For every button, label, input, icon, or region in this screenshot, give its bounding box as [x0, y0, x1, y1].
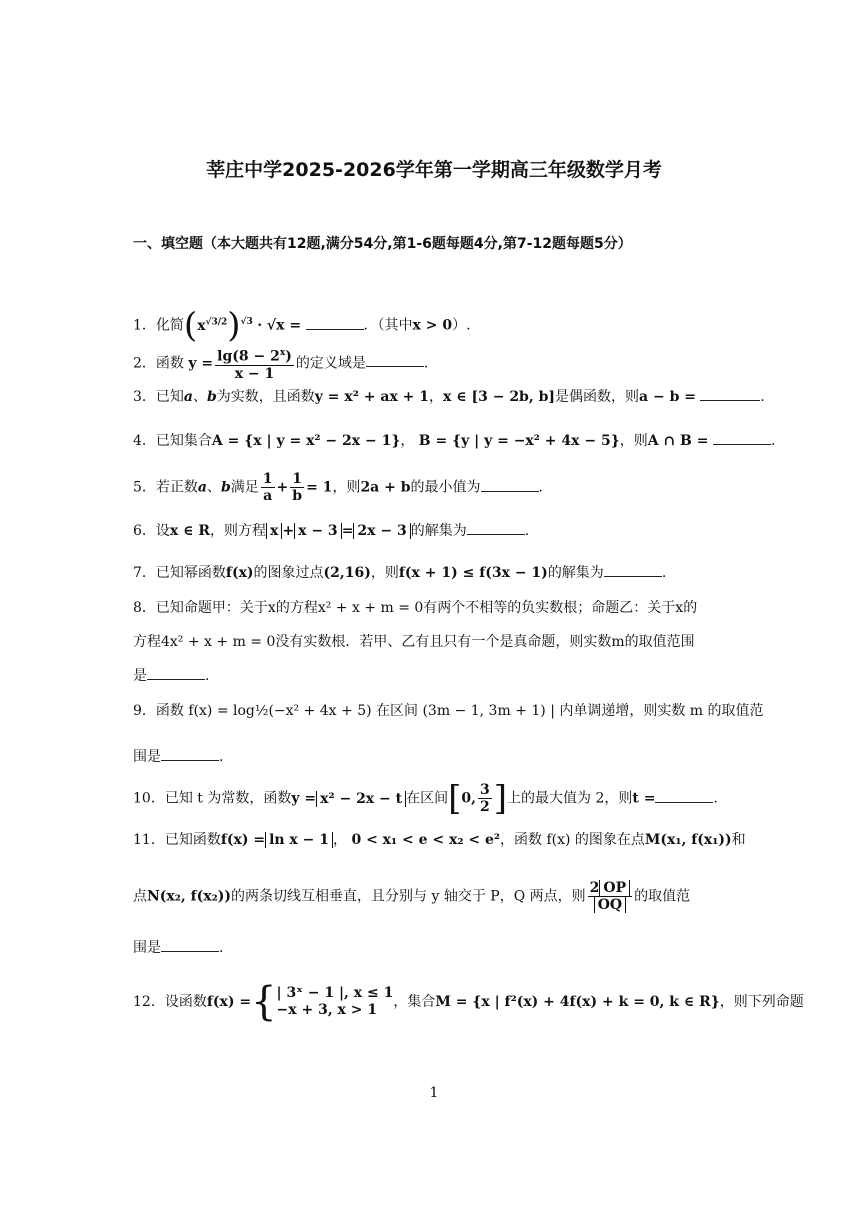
question-11-line3: 围是 . — [133, 937, 223, 958]
question-11-line2: 点N(x₂, f(x₂))的两条切线互相垂直，且分别与 y 轴交于 P，Q 两点，则 $\frac{2 OP}{OQ}$ 的取值范 — [133, 880, 691, 913]
question-8-line2: 方程4x² + x + m = 0没有实数根．若甲、乙有且只有一个是真命题，则实数m的取值范围 — [133, 634, 695, 650]
question-3: 3．已知a、b为实数，且函数y = x² + ax + 1，x ∈ [3 − 2b, b]是偶函数，则a − b = . — [133, 386, 765, 407]
question-8-line3: 是 . — [133, 665, 209, 686]
question-6: 6．设x ∈ R，则方程 x + x − 3 = 2x − 3 的解集为 . — [133, 520, 529, 541]
question-12: 12．设函数f(x) ={ | 3ˣ − 1 |, x ≤ 1 −x + 3, x > 1 ，集合M = {x | f²(x) + 4f(x) + k = 0, k ∈ R}，则下列命题 — [133, 979, 804, 1025]
answer-blank[interactable] — [161, 746, 219, 761]
question-11: 11．已知函数f(x) = ln x − 1 ， 0 < x₁ < e < x₂ < e²，函数 f(x) 的图象在点M(x₁, f(x₁))和 — [133, 832, 746, 848]
page-number: 1 — [429, 1085, 439, 1101]
answer-blank[interactable] — [604, 562, 662, 577]
answer-blank[interactable] — [306, 315, 364, 330]
answer-blank[interactable] — [467, 520, 525, 535]
answer-blank[interactable] — [700, 386, 760, 401]
question-8: 8．已知命题甲：关于x的方程x² + x + m = 0有两个不相等的负实数根；命题乙：关于x的 — [133, 600, 698, 616]
answer-blank[interactable] — [161, 937, 219, 952]
question-2: 2．函数 y = $\frac{\lg(8 - 2^x)}{x - 1}$ 的定义域是 . — [133, 345, 428, 382]
question-9: 9．函数 f(x) = log½(−x² + 4x + 5) 在区间 (3m − 1, 3m + 1) | 内单调递增，则实数 m 的取值范 — [133, 703, 764, 719]
answer-blank[interactable] — [481, 477, 539, 492]
question-9-line2: 围是 . — [133, 746, 223, 767]
question-10: 10．已知 t 为常数，函数y = x² − 2x − t 在区间[0, $\frac{3}{2}$ ]上的最大值为 2，则t = . — [133, 778, 718, 819]
answer-blank[interactable] — [366, 352, 424, 367]
question-4: 4．已知集合A = {x | y = x² − 2x − 1}， B = {y | y = −x² + 4x − 5}，则A ∩ B = . — [133, 430, 775, 451]
answer-blank[interactable] — [713, 430, 771, 445]
question-5: 5．若正数a、b满足 $\frac{1}{a}$ + $\frac{1}{b}$ = 1，则2a + b的最小值为 . — [133, 471, 543, 504]
exam-title: 莘庄中学2025-2026学年第一学期高三年级数学月考 — [206, 159, 662, 181]
question-7: 7．已知幂函数f(x)的图象过点(2,16)，则f(x + 1) ≤ f(3x − 1)的解集为 . — [133, 562, 666, 583]
section-heading: 一、填空题（本大题共有12题,满分54分,第1-6题每题4分,第7-12题每题5分） — [133, 236, 632, 252]
answer-blank[interactable] — [655, 788, 713, 803]
answer-blank[interactable] — [147, 665, 205, 680]
question-1: 1．化简$(x^{√3/2})^{√3} \cdot √x$ = ．（其中x > 0）. — [133, 305, 471, 346]
